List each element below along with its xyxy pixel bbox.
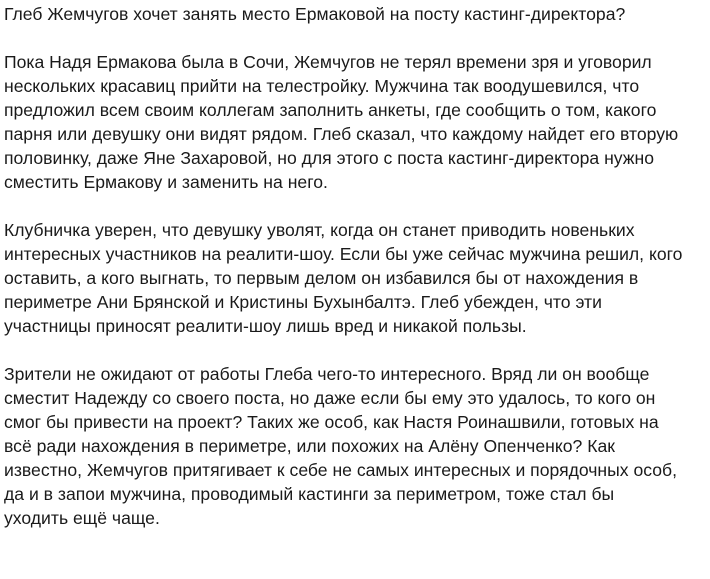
paragraph-line: участницы приносят реалити-шоу лишь вред и никакой пользы. bbox=[4, 316, 527, 336]
paragraph-line: половинку, даже Яне Захаровой, но для этого с поста кастинг-директора нужно bbox=[4, 148, 655, 168]
paragraph-line: интересных участников на реалити-шоу. Если бы уже сейчас мужчина решил, кого bbox=[4, 244, 683, 264]
paragraph-line: нескольких красавиц прийти на телестройку. Мужчина так воодушевился, что bbox=[4, 76, 640, 96]
paragraph-line: известно, Жемчугов притягивает к себе не самых интересных и порядочных особ, bbox=[4, 460, 678, 480]
paragraph-line: Зрители не ожидают от работы Глеба чего-то интересного. Вряд ли он вообще bbox=[4, 364, 650, 384]
paragraph-line: периметре Ани Брянской и Кристины Бухынбалтэ. Глеб убежден, что эти bbox=[4, 292, 602, 312]
article-paragraph-3 bbox=[4, 362, 706, 530]
paragraph-line: оставить, а кого выгнать, то первым делом он избавился бы от нахождения в bbox=[4, 268, 639, 288]
article-paragraph-2 bbox=[4, 218, 706, 338]
article-title: Глеб Жемчугов хочет занять место Ермаковой на посту кастинг-директора? bbox=[4, 4, 626, 24]
paragraph-line: Клубничка уверен, что девушку уволят, когда он станет приводить новеньких bbox=[4, 220, 635, 240]
paragraph-line: сместить Ермакову и заменить на него. bbox=[4, 172, 328, 192]
paragraph-line: смог бы привести на проект? Таких же особ, как Настя Роинашвили, готовых на bbox=[4, 412, 659, 432]
paragraph-line: Пока Надя Ермакова была в Сочи, Жемчугов не терял времени зря и уговорил bbox=[4, 52, 652, 72]
paragraph-line: сместит Надежду со своего поста, но даже если бы ему это удалось, то кого он bbox=[4, 388, 656, 408]
paragraph-line: да и в запои мужчина, проводимый кастинги за периметром, тоже стал бы bbox=[4, 484, 615, 504]
paragraph-line: предложил всем своим коллегам заполнить анкеты, где сообщить о том, какого bbox=[4, 100, 657, 120]
paragraph-line: всё ради нахождения в периметре, или похожих на Алёну Опенченко? Как bbox=[4, 436, 615, 456]
paragraph-line: парня или девушку они видят рядом. Глеб сказал, что каждому найдет его вторую bbox=[4, 124, 679, 144]
paragraph-line: уходить ещё чаще. bbox=[4, 508, 160, 528]
article-paragraph-1 bbox=[4, 50, 706, 194]
